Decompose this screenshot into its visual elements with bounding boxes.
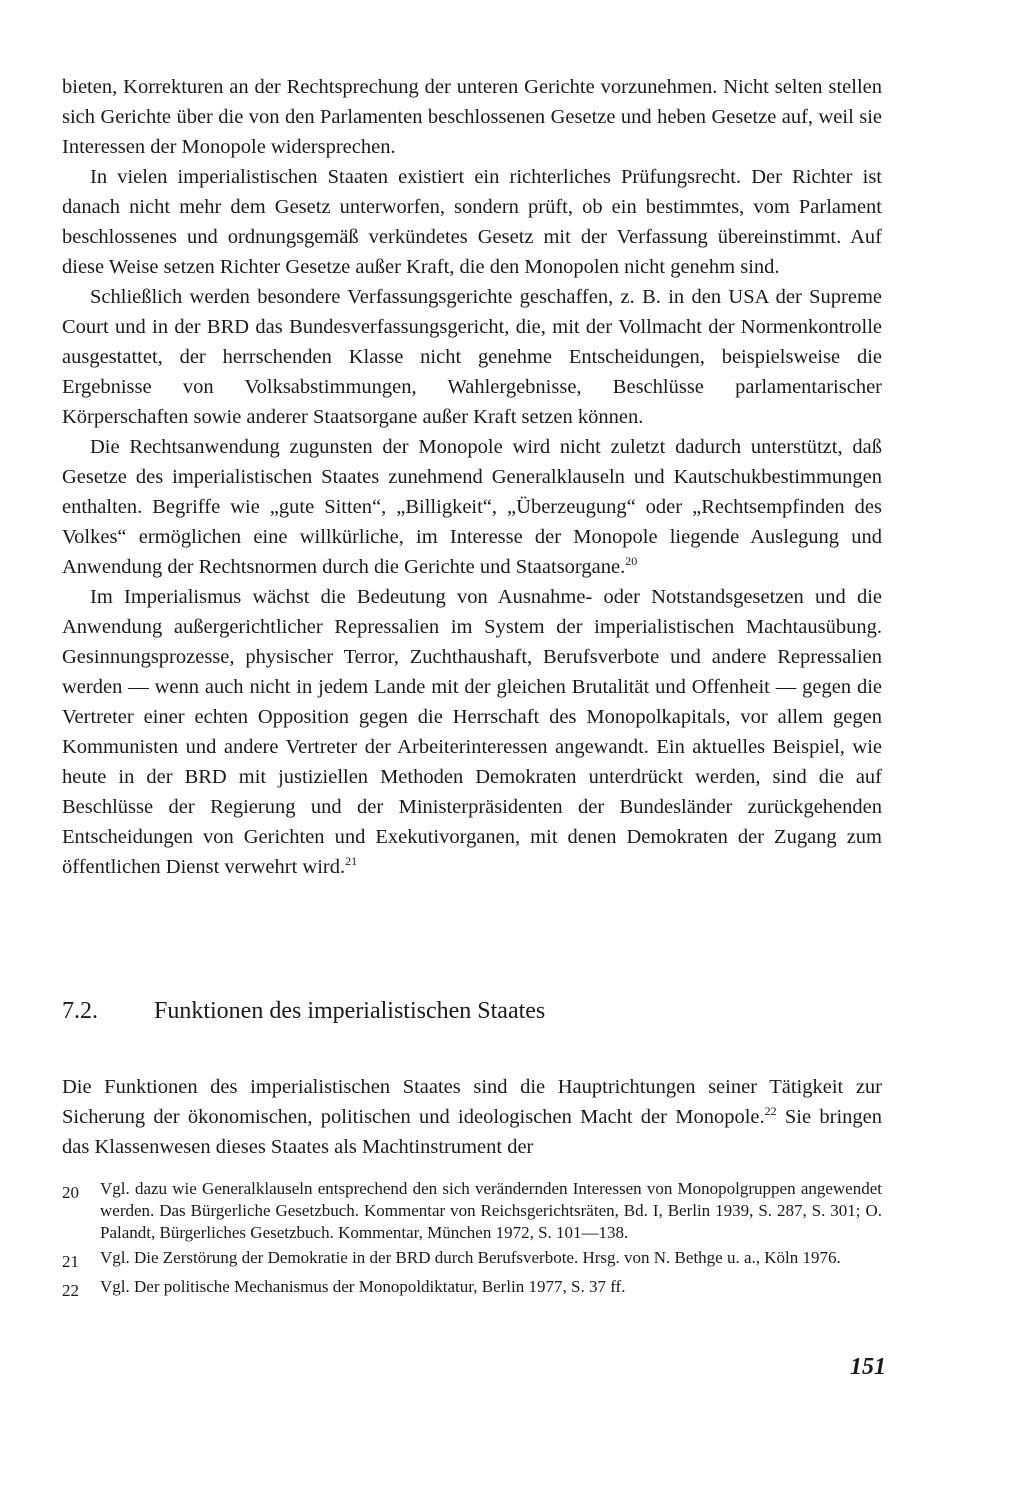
body-text bbox=[62, 72, 882, 882]
paragraph bbox=[62, 72, 882, 162]
footnote-number: 21 bbox=[62, 1252, 79, 1271]
footnote-number: 20 bbox=[62, 1183, 79, 1202]
paragraph-text: Im Imperialismus wächst die Bedeutung von Ausnahme- oder Notstandsgesetzen und die Anwendung außergerichtlicher Repressalien im System der imperialistischen Machtausübung. Gesinnungsprozesse, physischer Terror, Zuchthaushaft, Berufsverbote und andere Repressalien werden — wenn auch nicht in jedem Lande mit der gleichen Brutalität und Offenheit — gegen die Vertreter einer echten Opposition gegen die Herrschaft des Monopolkapitals, vor allem gegen Kommunisten und andere Vertreter der Arbeiterinteressen angewandt. Ein aktuelles Beispiel, wie heute in der BRD mit justiziellen Methoden Demokraten unterdrückt werden, sind die auf Beschlüsse der Regierung und der Ministerpräsidenten der Bundesländer zurückgehenden Entscheidungen von Gerichten und Exekutivorganen, mit denen Demokraten der Zugang zum öffentlichen Dienst verwehrt wird. bbox=[62, 586, 882, 878]
page-number: 151 bbox=[850, 1354, 886, 1380]
paragraph-text: Die Funktionen des imperialistischen Staates sind die Hauptrichtungen seiner Tätigkeit zur Sicherung der ökonomischen, politischen und ideologischen Macht der Monopole. bbox=[62, 1076, 882, 1128]
section-paragraph bbox=[62, 1072, 882, 1162]
footnote-ref[interactable]: 22 bbox=[764, 1104, 777, 1119]
paragraph-text: Schließlich werden besondere Verfassungsgerichte geschaffen, z. B. in den USA der Supreme Court und in der BRD das Bundesverfassungsgericht, die, mit der Vollmacht der Normenkontrolle ausgestattet, der herrschenden Klasse nicht genehme Entscheidungen, beispielsweise die Ergebnisse von Volksabstimmungen, Wahlergebnisse, Beschlüsse parlamentarischer Körperschaften sowie anderer Staatsorgane außer Kraft setzen können. bbox=[62, 286, 882, 428]
footnote-ref[interactable]: 20 bbox=[625, 554, 638, 569]
footnote bbox=[62, 1247, 882, 1273]
footnote bbox=[62, 1178, 882, 1244]
paragraph bbox=[62, 282, 882, 432]
paragraph-text: Die Rechtsanwendung zugunsten der Monopole wird nicht zuletzt dadurch unterstützt, daß Gesetze des imperialistischen Staates zunehmend Generalklauseln und Kautschukbestimmungen enthalten. Begriffe wie „gute Sitten“, „Billigkeit“, „Überzeugung“ oder „Rechtsempfinden des Volkes“ ermöglichen eine willkürliche, im Interesse der Monopole liegende Auslegung und Anwendung der Rechtsnormen durch die Gerichte und Staatsorgane. bbox=[62, 436, 882, 578]
footnote-number: 22 bbox=[62, 1281, 79, 1300]
section-title: Funktionen des imperialistischen Staates bbox=[154, 998, 546, 1024]
footnote-ref[interactable]: 21 bbox=[345, 854, 358, 869]
section-number: 7.2. bbox=[62, 998, 98, 1024]
footnotes bbox=[62, 1178, 882, 1305]
paragraph-text: bieten, Korrekturen an der Rechtsprechung der unteren Gerichte vorzunehmen. Nicht selten stellen sich Gerichte über die von den Parlamenten beschlossenen Gesetze und heben Gesetze auf, weil sie Interessen der Monopole widersprechen. bbox=[62, 76, 882, 158]
paragraph bbox=[62, 432, 882, 582]
paragraph bbox=[62, 162, 882, 282]
paragraph bbox=[62, 582, 882, 882]
footnote bbox=[62, 1276, 882, 1302]
section-heading bbox=[62, 996, 882, 1026]
footnote-text: Vgl. dazu wie Generalklauseln entsprechend den sich verändernden Interessen von Monopolgruppen angewendet werden. Das Bürgerliche Gesetzbuch. Kommentar von Reichsgerichtsräten, Bd. I, Berlin 1939, S. 287, S. 301; O. Palandt, Bürgerliches Gesetzbuch. Kommentar, München 1972, S. 101—138. bbox=[100, 1179, 882, 1242]
paragraph-text: Sie bringen das Klassenwesen dieses Staates als Machtinstrument der bbox=[62, 1106, 882, 1158]
footnote-text: Vgl. Die Zerstörung der Demokratie in der BRD durch Berufsverbote. Hrsg. von N. Bethge u. a., Köln 1976. bbox=[100, 1248, 841, 1267]
footnote-text: Vgl. Der politische Mechanismus der Monopoldiktatur, Berlin 1977, S. 37 ff. bbox=[100, 1277, 626, 1296]
paragraph-text: In vielen imperialistischen Staaten existiert ein richterliches Prüfungsrecht. Der Richter ist danach nicht mehr dem Gesetz unterworfen, sondern prüft, ob ein bestimmtes, vom Parlament beschlossenes und ordnungsgemäß verkündetes Gesetz mit der Verfassung übereinstimmt. Auf diese Weise setzen Richter Gesetze außer Kraft, die den Monopolen nicht genehm sind. bbox=[62, 166, 882, 278]
